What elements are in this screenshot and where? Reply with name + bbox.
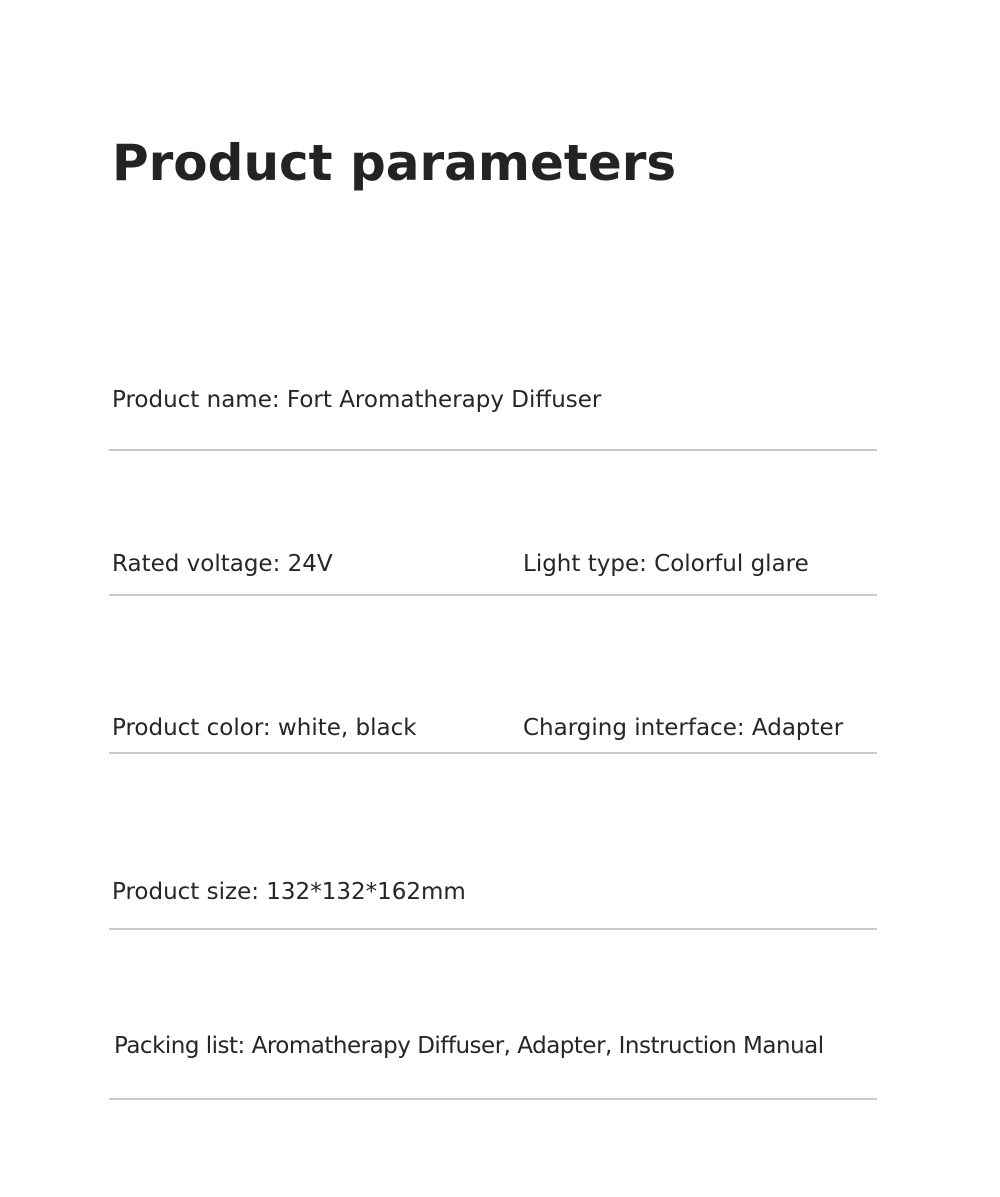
param-rated-voltage: Rated voltage: 24V: [112, 551, 333, 577]
param-charging-interface: Charging interface: Adapter: [523, 715, 844, 741]
param-product-color: Product color: white, black: [112, 715, 417, 741]
page-title: Product parameters: [112, 134, 677, 192]
param-product-size: Product size: 132*132*162mm: [112, 879, 466, 905]
divider: [109, 928, 877, 930]
param-packing-list: Packing list: Aromatherapy Diffuser, Adapter, Instruction Manual: [114, 1033, 824, 1059]
divider: [109, 594, 877, 596]
param-light-type: Light type: Colorful glare: [523, 551, 809, 577]
divider: [109, 449, 877, 451]
param-product-name: Product name: Fort Aromatherapy Diffuser: [112, 387, 602, 413]
divider: [109, 1098, 877, 1100]
divider: [109, 752, 877, 754]
